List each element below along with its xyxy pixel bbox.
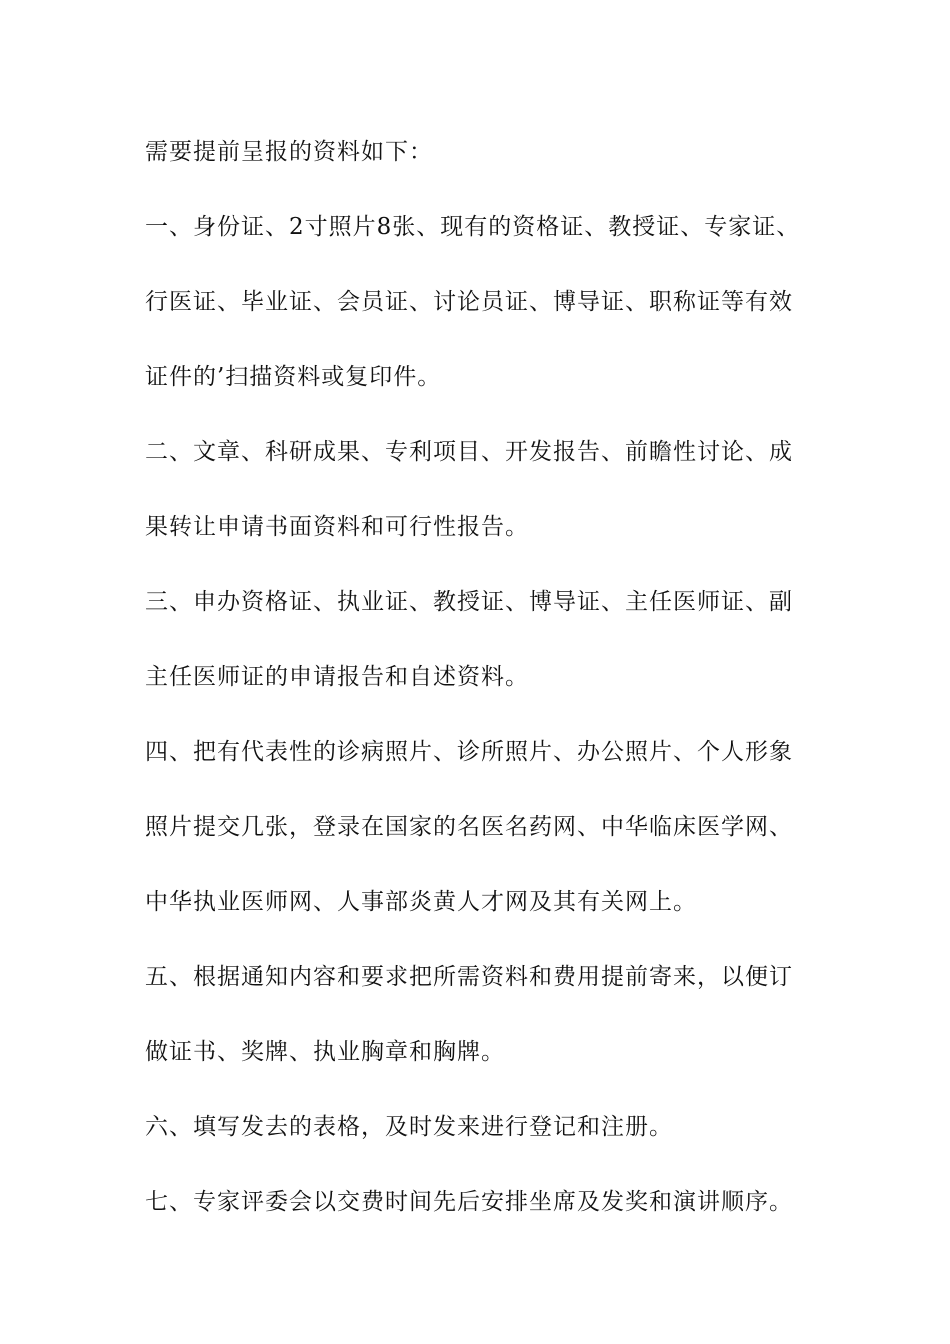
item-1-line-1: 一、身份证、2寸照片8张、现有的资格证、教授证、专家证、 [145, 214, 801, 240]
intro-line: 需要提前呈报的资料如下： [145, 139, 433, 165]
document-body [145, 128, 815, 1253]
item-7-line-1: 七、专家评委会以交费时间先后安排坐席及发奖和演讲顺序。 [145, 1189, 793, 1215]
item-4-line-3: 中华执业医师网、人事部炎黄人才网及其有关网上。 [145, 889, 697, 915]
item-3-line-2: 主任医师证的申请报告和自述资料。 [145, 664, 529, 690]
item-3-line-1: 三、申办资格证、执业证、教授证、博导证、主任医师证、副 [145, 589, 793, 615]
item-4-line-2: 照片提交几张，登录在国家的名医名药网、中华临床医学网、 [145, 814, 793, 840]
item-5-line-2: 做证书、奖牌、执业胸章和胸牌。 [145, 1039, 505, 1065]
item-1-line-2: 行医证、毕业证、会员证、讨论员证、博导证、职称证等有效 [145, 289, 793, 315]
item-2-line-1: 二、文章、科研成果、专利项目、开发报告、前瞻性讨论、成 [145, 439, 793, 465]
item-2-line-2: 果转让申请书面资料和可行性报告。 [145, 514, 529, 540]
item-1-line-3: 证件的’扫描资料或复印件。 [145, 364, 442, 390]
item-4-line-1: 四、把有代表性的诊病照片、诊所照片、办公照片、个人形象 [145, 739, 793, 765]
item-6-line-1: 六、填写发去的表格，及时发来进行登记和注册。 [145, 1114, 673, 1140]
item-5-line-1: 五、根据通知内容和要求把所需资料和费用提前寄来，以便订 [145, 964, 793, 990]
